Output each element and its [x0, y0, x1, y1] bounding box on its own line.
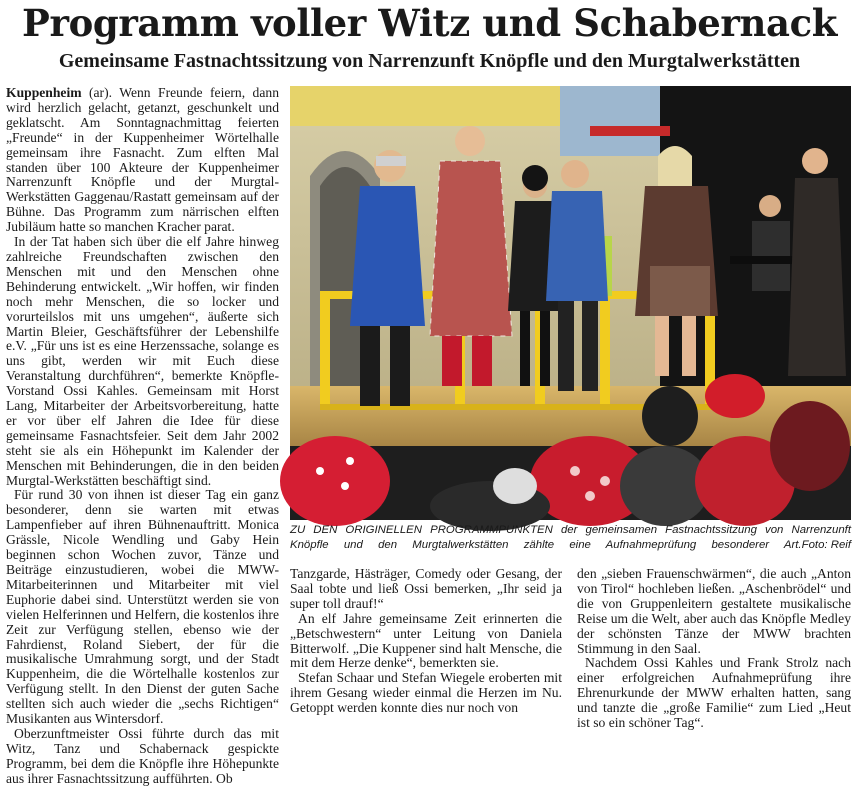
- caption-text: ZU DEN ORIGINELLEN PROGRAMMPUNKTEN der gemeinsamen Fastnachtssitzung von Narrenzunft Knöpfle und den Murgtalwerkstätten zählte eine Aufnahmeprüfung besonderer Art.: [290, 524, 851, 551]
- article-column-3: [577, 566, 851, 731]
- article-column-1: [6, 85, 279, 786]
- photo-credit: Foto: Reif: [801, 538, 851, 551]
- paragraph: [6, 86, 279, 235]
- article-column-2: [290, 567, 562, 721]
- paragraph: den „sieben Frauenschwärmen“, die auch „Anton von Tirol“ hochleben ließen. „Aschenbrödel“ und die von Gruppenleitern gestaltete musikalische Reise um die Welt, aber auch das Knöpfle Medley der schönsten Tänze der MWW brachten Stimmung in den Saal.: [577, 566, 851, 656]
- subheadline: Gemeinsame Fastnachtssitzung von Narrenzunft Knöpfle und den Murgtalwerkstätten: [58, 50, 801, 72]
- photo-caption: [290, 523, 851, 557]
- paragraph: Nachdem Ossi Kahles und Frank Strolz nach einer erfolgreichen Aufnahmeprüfung ihre Ehrenurkunde der MWW erhalten hatten, sang und tanzte die „große Familie“ zum Lied „Heut ist so ein schöner Tag“.: [577, 655, 851, 731]
- paragraph: In der Tat haben sich über die elf Jahre hinweg zahlreiche Freundschaften zwischen den Menschen mit und den Menschen ohne Behinderung entwickelt. „Wir hoffen, wir finden noch mehr Menschen, die so locker und vorurteilslos mit uns umgehen“, äußerte sich Martin Bleier, Geschäftsführer der Lebenshilfe e.V. „Für uns ist es eine Herzenssache, solange es uns gibt, werden wir mit Euch diese Veranstaltung durchführen“, bemerkte Knöpfle-Vorstand Ossi Kahles. Gemeinsam mit Horst Lang, Mitarbeiter der Arbeitsvorbereitung, hatte er vor über elf Jahren die Idee für diese gemeinsame Fasnachtsfeier. Seit dem Jahr 2002 steht sie als ein Höhepunkt im Kalender der Menschen mit Behinderungen, die in den beiden Murgtal-Werkstätten beschäftigt sind.: [6, 234, 279, 488]
- stage-scene-image: [290, 86, 851, 520]
- paragraph: Stefan Schaar und Stefan Wiegele eroberten mit ihrem Gesang wieder einmal die Herzen im Nu. Getoppt werden konnte dies nur noch von: [290, 670, 562, 716]
- dateline-place: Kuppenheim: [6, 85, 82, 100]
- paragraph: Tanzgarde, Hästräger, Comedy oder Gesang, der Saal tobte und ließ Ossi bemerken, „Ihr seid ja super toll drauf!“: [290, 566, 562, 611]
- article-photo: [290, 86, 851, 520]
- paragraph: Für rund 30 von ihnen ist dieser Tag ein ganz besonderer, denn sie warten mit etwas Lampenfieber auf ihren Bühnenauftritt. Monica Grässle, Nicole Wendling und Gaby Hein beginnen schon Wochen zuvor, Tänze und Beiträge einzustudieren, wobei die MWW-Mitarbeiterinnen und Mitarbeiter mit viel Euphorie dabei sind. Unterstützt werden sie von vielen Helferinnen und Helfern, die kostenlos ihre Zeit zur Verfügung stellen, ebenso wie der Fahrdienst, Roland Siebert, der für die musikalische Umrahmung sorgt, und der Stadt Kuppenheim, die die Wörtelhalle kostenlos zur Verfügung stellt. In den Dienst der guten Sache stellten sich auch wieder die „sechs Richtigen“ Musikanten aus Wintersdorf.: [6, 487, 279, 727]
- headline: Programm voller Witz und Schabernack: [22, 1, 837, 45]
- paragraph: Oberzunftmeister Ossi führte durch das mit Witz, Tanz und Schabernack gespickte Programm, bei dem die Knöpfle ihre Höhepunkte aus ihrer Fasnachtssitzung aufführten. Ob: [6, 725, 279, 786]
- paragraph: An elf Jahre gemeinsame Zeit erinnerten die „Betschwestern“ unter Leitung von Daniela Bitterwolf. „Die Kuppener sind halt Mensche, die mit dem Herze denke“, bemerkten sie.: [290, 610, 562, 671]
- paragraph-text: (ar). Wenn Freunde feiern, dann wird herzlich gelacht, getanzt, geschunkelt und geklatscht. Am Sonntagnachmittag feierten „Freunde“ in der Kuppenheimer Wörtelhalle gemeinsam ihre Fasnacht. Zum elften Mal standen über 100 Akteure der Kuppenheimer Narrenzunft Knöpfle und der Murgtal-Werkstätten Gaggenau/Rastatt gemeinsam auf der Bühne. Das Programm zum närrischen elften Jubiläum hatte so manchen Kracher parat.: [6, 85, 279, 235]
